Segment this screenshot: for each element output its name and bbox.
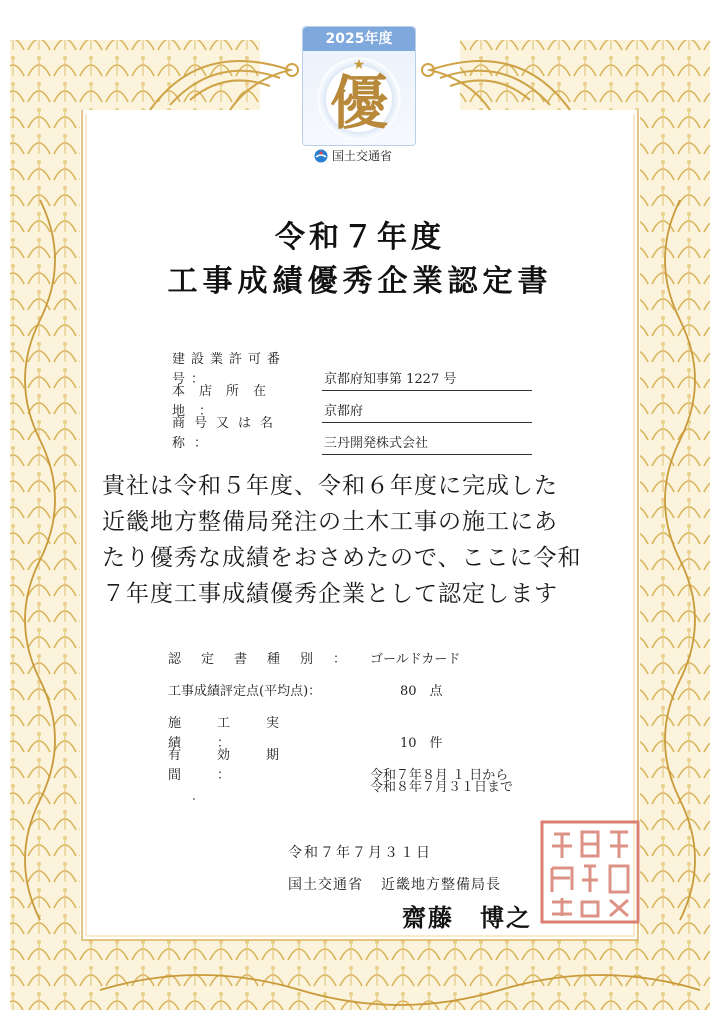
ministry-name: 国土交通省 <box>332 149 393 163</box>
detail-score <box>168 682 443 702</box>
body-line: ７年度工事成績優秀企業として認定します <box>102 581 558 607</box>
info-label: 本店所在地： <box>172 384 281 419</box>
detail-value: 令和７年８月 １ 日から <box>370 768 509 783</box>
detail-value: 80 点 <box>400 684 443 699</box>
info-value: 京都府知事第 1227 号 <box>322 370 532 391</box>
ministry-mark <box>314 146 392 166</box>
body-line: たり優秀な成績をおさめたので、ここに令和 <box>102 545 582 571</box>
signature: 齋藤 博之 <box>402 903 532 932</box>
issuer-org: 国土交通省 <box>288 877 363 893</box>
body-line: 貴社は令和５年度、令和６年度に完成した <box>102 473 558 499</box>
stray-dot <box>193 798 195 800</box>
info-row-company <box>172 414 532 455</box>
detail-value: 10 件 <box>400 736 443 751</box>
info-label: 建設業許可番号： <box>172 352 287 387</box>
info-value: 京都府 <box>322 402 532 423</box>
issuer <box>288 874 501 894</box>
star-icon: ★ <box>352 57 366 73</box>
detail-type <box>168 650 460 670</box>
detail-period-end <box>370 778 513 798</box>
detail-value: ゴールドカード <box>370 652 461 667</box>
issuer-office: 近畿地方整備局長 <box>381 877 501 893</box>
issue-date: 令和７年７月３１日 <box>288 845 432 861</box>
badge-year: 2025年度 <box>303 27 415 51</box>
certificate-body <box>102 468 622 612</box>
award-badge <box>302 26 416 146</box>
official-seal <box>540 820 640 924</box>
detail-label: 認定書種別： <box>168 652 367 667</box>
body-line: 近畿地方整備局発注の土木工事の施工にあ <box>102 509 558 535</box>
page-title: 工事成績優秀企業認定書 <box>167 264 553 299</box>
detail-label: 有効期間： <box>168 748 316 783</box>
title-year: 令和７年度 <box>275 220 445 255</box>
detail-label: 工事成績評定点(平均点)： <box>168 684 322 699</box>
detail-value: 令和８年７月３１日まで <box>370 780 514 795</box>
badge-character: 優 <box>329 69 388 137</box>
info-label: 商号又は名称： <box>172 416 283 451</box>
detail-label: 施工実績： <box>168 716 316 751</box>
info-value: 三丹開発株式会社 <box>322 434 532 455</box>
ministry-logo-icon <box>314 149 328 163</box>
